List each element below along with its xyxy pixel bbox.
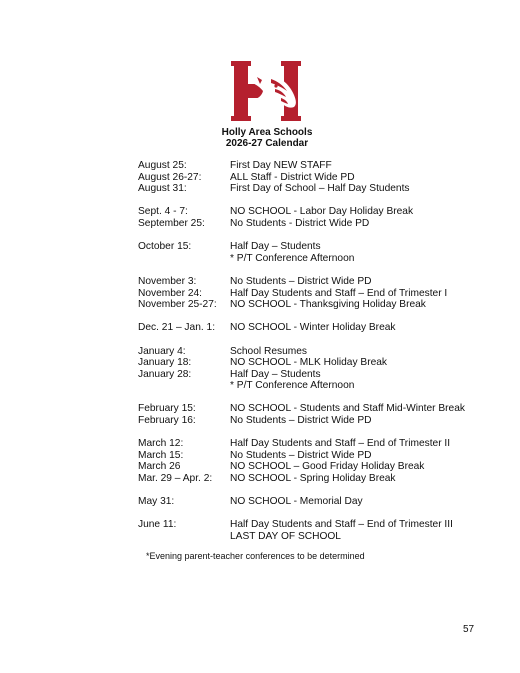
calendar-row	[138, 172, 508, 184]
calendar-date	[138, 531, 230, 543]
calendar-event: Half Day – Students	[230, 241, 321, 253]
calendar-group	[138, 160, 508, 195]
calendar-event: * P/T Conference Afternoon	[230, 380, 355, 392]
calendar-group	[138, 346, 508, 392]
calendar-event: First Day NEW STAFF	[230, 160, 332, 171]
calendar-event: Half Day Students and Staff – End of Trimester I	[230, 287, 448, 299]
calendar-event: No Students – District Wide PD	[230, 275, 372, 287]
calendar-date: Mar. 29 – Apr. 2:	[138, 473, 213, 485]
calendar-group	[138, 206, 508, 229]
calendar-date: Sept. 4 - 7:	[138, 206, 188, 218]
calendar-event: No Students – District Wide PD	[230, 449, 372, 461]
calendar-row	[138, 288, 508, 300]
calendar-event: First Day of School – Half Day Students	[230, 183, 410, 195]
calendar-date: February 16:	[138, 415, 196, 427]
calendar-group	[138, 519, 508, 542]
calendar-date: August 26-27:	[138, 171, 202, 183]
calendar-event: School Resumes	[230, 345, 308, 357]
calendar-row	[138, 519, 508, 531]
calendar-row	[138, 403, 508, 415]
calendar-row	[138, 206, 508, 218]
calendar-group	[138, 276, 508, 311]
calendar-event: ALL Staff - District Wide PD	[230, 171, 355, 183]
calendar-row	[138, 357, 508, 369]
calendar-group	[138, 322, 508, 334]
calendar-row	[138, 183, 508, 195]
calendar-event: LAST DAY OF SCHOOL	[230, 531, 341, 542]
calendar-date: September 25:	[138, 217, 205, 229]
calendar-date: June 11:	[138, 519, 177, 531]
calendar-row	[138, 496, 508, 508]
calendar-row	[138, 253, 508, 265]
calendar-row	[138, 299, 508, 311]
calendar-event: NO SCHOOL - Winter Holiday Break	[230, 322, 396, 334]
calendar-row	[138, 461, 508, 473]
calendar-date: March 12:	[138, 438, 184, 450]
calendar-event: NO SCHOOL - Thanksgiving Holiday Break	[230, 299, 426, 311]
calendar-event: NO SCHOOL - Spring Holiday Break	[230, 473, 396, 485]
calendar-date: October 15:	[138, 241, 192, 253]
calendar-date: January 4:	[138, 345, 186, 357]
holly-h-mustang-logo	[231, 61, 301, 121]
calendar-row	[138, 346, 508, 358]
calendar-row	[138, 276, 508, 288]
calendar-event: * P/T Conference Afternoon	[230, 252, 355, 264]
calendar-date: August 25:	[138, 160, 187, 171]
calendar-date: May 31:	[138, 496, 175, 508]
calendar-event: No Students – District Wide PD	[230, 415, 372, 427]
calendar-event: NO SCHOOL - Students and Staff Mid-Winter Break	[230, 403, 465, 415]
calendar-row	[138, 450, 508, 462]
calendar-date: January 28:	[138, 368, 192, 380]
footnote: *Evening parent-teacher conferences to be determined	[146, 551, 365, 561]
calendar-date: March 15:	[138, 449, 184, 461]
calendar-event: Half Day – Students	[230, 368, 321, 380]
calendar-entries	[138, 160, 508, 554]
calendar-date: January 18:	[138, 357, 192, 369]
calendar-date	[138, 380, 230, 392]
calendar-date: March 26	[138, 461, 181, 473]
calendar-date: November 24:	[138, 287, 202, 299]
calendar-event: Half Day Students and Staff – End of Trimester II	[230, 438, 451, 450]
calendar-date: Dec. 21 – Jan. 1:	[138, 322, 216, 334]
calendar-row	[138, 473, 508, 485]
calendar-event: NO SCHOOL – Good Friday Holiday Break	[230, 461, 425, 473]
calendar-group	[138, 241, 508, 264]
calendar-row	[138, 369, 508, 381]
calendar-row	[138, 322, 508, 334]
horse-eye-shape	[274, 84, 277, 87]
calendar-event: NO SCHOOL - Memorial Day	[230, 496, 363, 508]
calendar-date: November 3:	[138, 275, 197, 287]
page-number: 57	[463, 624, 475, 635]
calendar-row	[138, 218, 508, 230]
calendar-group	[138, 496, 508, 508]
calendar-event: NO SCHOOL - MLK Holiday Break	[230, 357, 388, 369]
calendar-title: 2026-27 Calendar	[225, 138, 309, 149]
calendar-date	[138, 253, 230, 265]
calendar-date: November 25-27:	[138, 299, 217, 311]
calendar-event: NO SCHOOL - Labor Day Holiday Break	[230, 206, 414, 218]
calendar-row	[138, 160, 508, 172]
school-name: Holly Area Schools	[221, 127, 313, 138]
calendar-date: August 31:	[138, 183, 187, 195]
calendar-event: Half Day Students and Staff – End of Trimester III	[230, 519, 453, 531]
calendar-group	[138, 438, 508, 484]
calendar-row	[138, 531, 508, 543]
calendar-row	[138, 241, 508, 253]
calendar-date: February 15:	[138, 403, 196, 415]
calendar-row	[138, 438, 508, 450]
calendar-row	[138, 415, 508, 427]
calendar-group	[138, 403, 508, 426]
calendar-row	[138, 380, 508, 392]
calendar-event: No Students - District Wide PD	[230, 217, 370, 229]
